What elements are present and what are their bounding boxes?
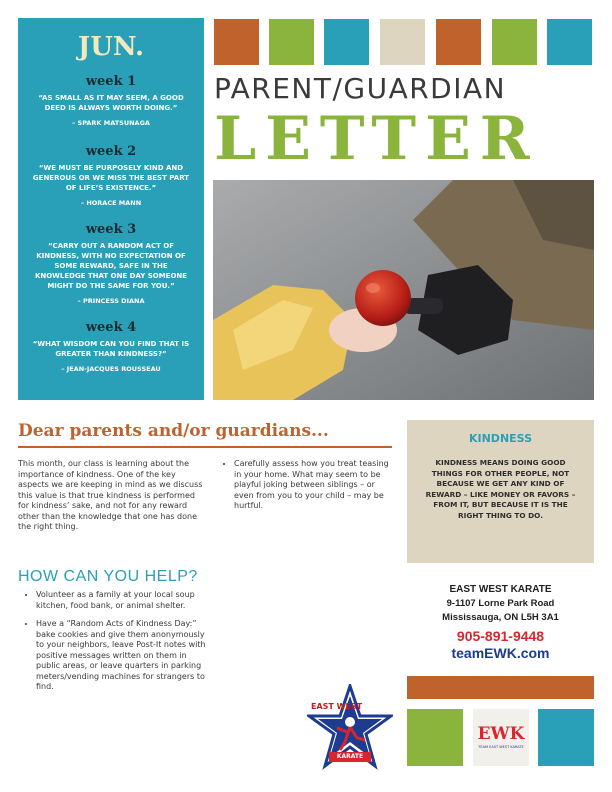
address-line-2: Mississauga, ON L5H 3A1	[442, 612, 559, 623]
list-item: • Carefully assess how you treat teasing in your home. What may seem to be playful joking between siblings – or even from you to your child – may be hurtful.	[234, 459, 397, 512]
decor-square	[436, 19, 481, 65]
decor-square	[492, 19, 537, 65]
week-title: week 4	[85, 320, 137, 335]
week-title: week 2	[85, 144, 137, 159]
decor-square	[214, 19, 259, 65]
decor-square	[547, 19, 592, 65]
logo-text-top: EAST WEST	[311, 702, 363, 711]
ewk-logo-text: EWK	[477, 724, 525, 744]
school-name: EAST WEST KARATE	[449, 584, 552, 595]
quotes-sidebar	[18, 18, 204, 400]
week-1-quote	[18, 74, 204, 127]
week-4-quote	[18, 320, 204, 373]
greeting-underline	[18, 446, 392, 448]
quote-text: “AS SMALL AS IT MAY SEEM, A GOOD DEED IS ALWAYS WORTH DOING.”	[38, 94, 184, 112]
week-3-quote	[18, 222, 204, 305]
decor-square	[380, 19, 425, 65]
ewk-logo	[473, 709, 529, 766]
help-heading: HOW CAN YOU HELP?	[18, 568, 198, 585]
east-west-karate-logo	[307, 684, 393, 770]
help-list-container	[24, 590, 206, 701]
quote-author: – HORACE MANN	[80, 199, 142, 207]
list-item: • Have a “Random Acts of Kindness Day:” bake cookies and give them anonymously to your neighbors, leave Post-It notes with positive messages written on them in public areas, or leave quarters in parking meters/vending machines for strangers to find.	[36, 619, 206, 693]
letter-greeting: Dear parents and/or guardians...	[18, 421, 329, 441]
ewk-logo-subtext: TEAM EAST WEST KARATE	[478, 745, 524, 749]
decor-square	[324, 19, 369, 65]
photo-illustration	[213, 180, 594, 400]
quote-text: “WHAT WISDOM CAN YOU FIND THAT IS GREATER THAN KINDNESS?”	[32, 340, 190, 358]
tips-list	[222, 459, 397, 512]
kindness-title: KINDNESS	[468, 432, 533, 445]
help-list	[24, 590, 206, 693]
quote-text: “CARRY OUT A RANDOM ACT OF KINDNESS, WITH NO EXPECTATION OF SOME REWARD, SAFE IN THE KNOWLEDGE THAT ONE DAY SOMEONE MIGHT DO THE SAME FOR YOU.”	[34, 242, 188, 290]
decor-square	[538, 709, 594, 766]
decor-square	[269, 19, 314, 65]
month-label: JUN.	[77, 32, 145, 62]
website-link[interactable]: teamEWK.com	[451, 645, 550, 661]
apple-hands-photo	[213, 180, 594, 400]
letter-intro: This month, our class is learning about the importance of kindness. One of the key aspects we are keeping in mind as we discuss this value is that true kindness is performed for kindness’ sake, and not for any reward other than the knowledge that one has done the right thing.	[18, 459, 203, 531]
letter-column-2	[222, 459, 397, 520]
decor-square	[407, 709, 463, 766]
address-line-1: 9-1107 Lorne Park Road	[446, 598, 555, 609]
quote-text: “WE MUST BE PURPOSELY KIND AND GENEROUS OR WE MISS THE BEST PART OF LIFE’S EXISTENCE.”	[32, 164, 190, 192]
quote-author: – PRINCESS DIANA	[77, 297, 145, 305]
quote-author: – SPARK MATSUNAGA	[72, 119, 150, 127]
quote-author: – JEAN-JACQUES ROUSSEAU	[61, 365, 161, 373]
week-2-quote	[18, 144, 204, 207]
week-title: week 3	[85, 222, 137, 237]
letter-title-line2: LETTER	[214, 104, 539, 174]
list-item: • Volunteer as a family at your local soup kitchen, food bank, or animal shelter.	[36, 590, 206, 611]
letter-title-line1: PARENT/GUARDIAN	[214, 72, 507, 105]
logo-text-bottom: KARATE	[336, 753, 364, 760]
week-title: week 1	[85, 74, 137, 89]
phone-number: 905-891-9448	[456, 628, 545, 644]
kindness-box	[407, 420, 594, 563]
kindness-definition: KINDNESS MEANS DOING GOOD THINGS FOR OTHER PEOPLE, NOT BECAUSE WE GET ANY KIND OF REWARD – LIKE MONEY OR FAVORS – FROM IT, BUT BECAUSE IT IS THE RIGHT THING TO DO.	[425, 458, 576, 520]
decor-bar	[407, 676, 594, 699]
